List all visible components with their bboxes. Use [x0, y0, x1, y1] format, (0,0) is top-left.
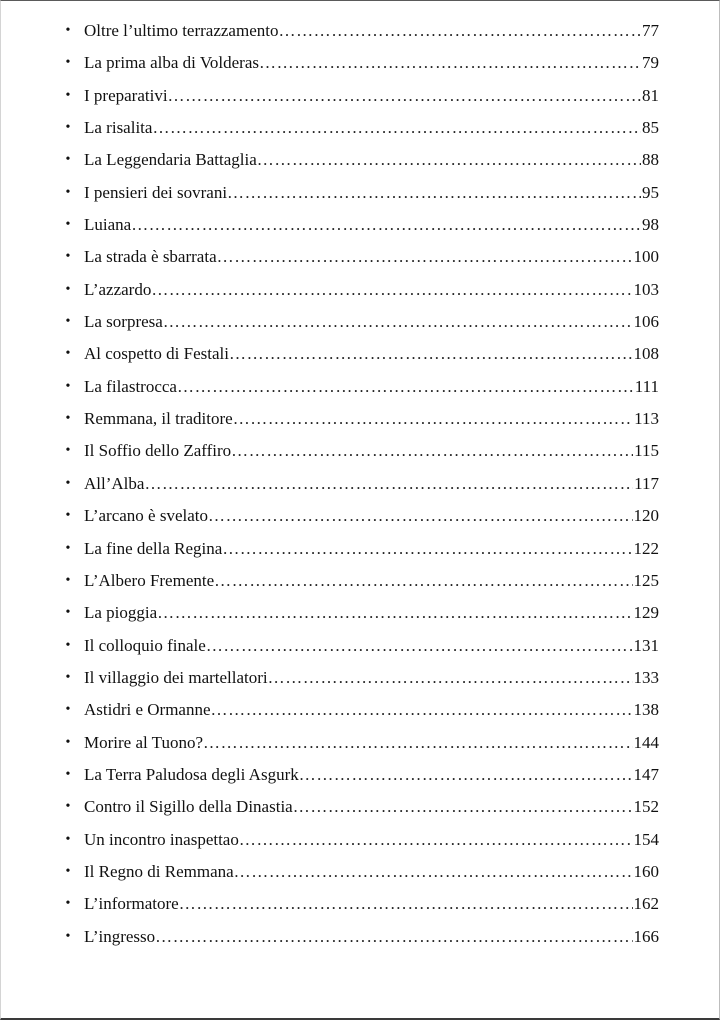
- bullet-icon: •: [65, 928, 71, 944]
- toc-entry: [63, 630, 659, 662]
- dot-leader: [151, 274, 632, 306]
- toc-entry: [63, 177, 659, 209]
- dot-leader: [203, 727, 633, 759]
- bullet-icon: •: [65, 249, 71, 265]
- toc-entry-title: Morire al Tuono?: [84, 727, 203, 759]
- bullet-icon: •: [65, 669, 71, 685]
- toc-entry-line: [84, 80, 659, 112]
- dot-leader: [278, 15, 641, 47]
- toc-entry-line: [84, 824, 659, 856]
- toc-entry-title: All’Alba: [84, 468, 144, 500]
- dot-leader: [259, 47, 641, 79]
- dot-leader: [217, 241, 633, 273]
- toc-entry-title: Il villaggio dei martellatori: [84, 662, 268, 694]
- toc-entry-page-number: 117: [634, 473, 659, 493]
- dot-leader: [257, 144, 641, 176]
- toc-entry-line: [84, 274, 659, 306]
- toc-entry-line: [84, 15, 659, 47]
- toc-entry-page-number: 106: [633, 312, 659, 332]
- toc-entry-line: [84, 338, 659, 370]
- toc-entry-line: [84, 597, 659, 629]
- bullet-icon: •: [65, 508, 71, 524]
- dot-leader: [177, 371, 634, 403]
- dot-leader: [214, 565, 632, 597]
- toc-entry: [63, 694, 659, 726]
- toc-entry-line: [84, 144, 659, 176]
- toc-entry-title: Remmana, il traditore: [84, 403, 233, 435]
- toc-entry-line: [84, 759, 659, 791]
- dot-leader: [155, 921, 632, 953]
- toc-entry-title: L’ingresso: [84, 921, 155, 953]
- bullet-icon: •: [65, 443, 71, 459]
- toc-entry: [63, 403, 659, 435]
- bullet-icon: •: [65, 184, 71, 200]
- dot-leader: [229, 338, 633, 370]
- toc-entry: [63, 727, 659, 759]
- bullet-icon: •: [65, 346, 71, 362]
- toc-entry: [63, 597, 659, 629]
- dot-leader: [206, 630, 633, 662]
- toc-entry-page-number: 166: [633, 926, 659, 946]
- toc-entry-page-number: 144: [633, 732, 659, 752]
- toc-entry-line: [84, 694, 659, 726]
- toc-entry-page-number: 115: [634, 441, 659, 461]
- bullet-icon: •: [65, 540, 71, 556]
- toc-entry-title: L’informatore: [84, 888, 179, 920]
- dot-leader: [144, 468, 633, 500]
- bullet-icon: •: [65, 831, 71, 847]
- dot-leader: [268, 662, 633, 694]
- toc-entry: [63, 306, 659, 338]
- bullet-icon: •: [65, 637, 71, 653]
- dot-leader: [131, 209, 641, 241]
- bullet-icon: •: [65, 863, 71, 879]
- toc-entry-line: [84, 856, 659, 888]
- toc-entry: [63, 921, 659, 953]
- bullet-icon: •: [65, 55, 71, 71]
- toc-entry-page-number: 81: [642, 85, 659, 105]
- bullet-icon: •: [65, 152, 71, 168]
- bullet-icon: •: [65, 572, 71, 588]
- dot-leader: [163, 306, 633, 338]
- toc-entry-line: [84, 921, 659, 953]
- toc-entry-title: I pensieri dei sovrani: [84, 177, 227, 209]
- dot-leader: [231, 435, 633, 467]
- toc-entry-title: L’azzardo: [84, 274, 151, 306]
- toc-entry-line: [84, 888, 659, 920]
- dot-leader: [222, 533, 632, 565]
- toc-entry-page-number: 108: [633, 344, 659, 364]
- toc-entry-page-number: 95: [642, 182, 659, 202]
- toc-entry-title: I preparativi: [84, 80, 168, 112]
- dot-leader: [299, 759, 633, 791]
- bullet-icon: •: [65, 766, 71, 782]
- dot-leader: [208, 500, 633, 532]
- bullet-icon: •: [65, 605, 71, 621]
- toc-entry: [63, 662, 659, 694]
- toc-entry: [63, 791, 659, 823]
- toc-entry-page-number: 113: [634, 409, 659, 429]
- toc-entry: [63, 15, 659, 47]
- table-of-contents: [63, 15, 659, 953]
- bullet-icon: •: [65, 475, 71, 491]
- toc-entry-page-number: 129: [633, 603, 659, 623]
- toc-entry-title: L’arcano è svelato: [84, 500, 208, 532]
- toc-entry-title: La fine della Regina: [84, 533, 222, 565]
- toc-entry-line: [84, 533, 659, 565]
- bullet-icon: •: [65, 799, 71, 815]
- toc-entry-line: [84, 177, 659, 209]
- toc-entry-title: La pioggia: [84, 597, 157, 629]
- toc-entry-page-number: 122: [633, 538, 659, 558]
- toc-entry-page-number: 100: [633, 247, 659, 267]
- bullet-icon: •: [65, 87, 71, 103]
- toc-entry: [63, 565, 659, 597]
- toc-entry-title: Il Regno di Remmana: [84, 856, 234, 888]
- toc-entry-page-number: 79: [642, 53, 659, 73]
- toc-entry-title: Il colloquio finale: [84, 630, 206, 662]
- bullet-icon: •: [65, 23, 71, 38]
- toc-entry: [63, 47, 659, 79]
- toc-entry: [63, 112, 659, 144]
- toc-entry-title: Contro il Sigillo della Dinastia: [84, 791, 293, 823]
- toc-entry-line: [84, 47, 659, 79]
- toc-entry: [63, 80, 659, 112]
- toc-entry-line: [84, 500, 659, 532]
- dot-leader: [157, 597, 632, 629]
- toc-entry-line: [84, 630, 659, 662]
- bullet-icon: •: [65, 281, 71, 297]
- toc-entry-line: [84, 371, 659, 403]
- toc-entry-title: Astidri e Ormanne: [84, 694, 211, 726]
- toc-entry-line: [84, 468, 659, 500]
- toc-entry: [63, 209, 659, 241]
- toc-entry-title: L’Albero Fremente: [84, 565, 214, 597]
- toc-entry-title: Al cospetto di Festali: [84, 338, 229, 370]
- dot-leader: [152, 112, 641, 144]
- toc-entry-page-number: 98: [642, 215, 659, 235]
- toc-entry-title: La Terra Paludosa degli Asgurk: [84, 759, 299, 791]
- toc-entry-title: La prima alba di Volderas: [84, 47, 259, 79]
- bullet-icon: •: [65, 217, 71, 233]
- toc-entry-page-number: 125: [633, 570, 659, 590]
- toc-entry-page-number: 162: [633, 894, 659, 914]
- toc-entry-page-number: 120: [633, 506, 659, 526]
- toc-entry-line: [84, 209, 659, 241]
- toc-entry: [63, 274, 659, 306]
- toc-entry-line: [84, 306, 659, 338]
- toc-entry-line: [84, 662, 659, 694]
- toc-entry-line: [84, 112, 659, 144]
- dot-leader: [211, 694, 633, 726]
- bullet-icon: •: [65, 120, 71, 136]
- bullet-icon: •: [65, 411, 71, 427]
- toc-entry-page-number: 77: [642, 21, 659, 40]
- toc-entry: [63, 468, 659, 500]
- toc-entry-page-number: 111: [634, 376, 659, 396]
- toc-entry-line: [84, 565, 659, 597]
- dot-leader: [179, 888, 633, 920]
- bullet-icon: •: [65, 702, 71, 718]
- toc-entry-line: [84, 727, 659, 759]
- toc-entry-page-number: 160: [633, 861, 659, 881]
- toc-entry-page-number: 85: [642, 118, 659, 138]
- toc-entry: [63, 500, 659, 532]
- toc-entry: [63, 824, 659, 856]
- dot-leader: [168, 80, 641, 112]
- bullet-icon: •: [65, 314, 71, 330]
- bullet-icon: •: [65, 896, 71, 912]
- toc-entry-page-number: 131: [633, 635, 659, 655]
- dot-leader: [227, 177, 641, 209]
- toc-entry-page-number: 88: [642, 150, 659, 170]
- toc-entry: [63, 856, 659, 888]
- toc-entry-title: Il Soffio dello Zaffiro: [84, 435, 231, 467]
- toc-entry-page-number: 138: [633, 700, 659, 720]
- toc-entry-title: La filastrocca: [84, 371, 177, 403]
- dot-leader: [233, 403, 633, 435]
- toc-entry-title: La Leggendaria Battaglia: [84, 144, 257, 176]
- toc-entry-title: Oltre l’ultimo terrazzamento: [84, 15, 278, 47]
- toc-entry-page-number: 154: [633, 829, 659, 849]
- toc-entry-page-number: 147: [633, 764, 659, 784]
- toc-entry: [63, 338, 659, 370]
- toc-entry-page-number: 152: [633, 797, 659, 817]
- toc-entry: [63, 759, 659, 791]
- toc-entry: [63, 241, 659, 273]
- toc-entry-line: [84, 791, 659, 823]
- toc-entry-title: Luiana: [84, 209, 131, 241]
- toc-entry-title: La risalita: [84, 112, 152, 144]
- bullet-icon: •: [65, 378, 71, 394]
- dot-leader: [239, 824, 633, 856]
- toc-entry: [63, 888, 659, 920]
- toc-entry: [63, 533, 659, 565]
- toc-entry-title: La strada è sbarrata: [84, 241, 217, 273]
- toc-entry-page-number: 133: [633, 667, 659, 687]
- toc-entry-page-number: 103: [633, 279, 659, 299]
- dot-leader: [293, 791, 633, 823]
- toc-entry-line: [84, 435, 659, 467]
- toc-entry-line: [84, 241, 659, 273]
- toc-entry-title: Un incontro inaspettao: [84, 824, 239, 856]
- toc-entry-title: La sorpresa: [84, 306, 163, 338]
- toc-entry: [63, 435, 659, 467]
- dot-leader: [234, 856, 633, 888]
- toc-entry: [63, 371, 659, 403]
- toc-entry: [63, 144, 659, 176]
- bullet-icon: •: [65, 734, 71, 750]
- toc-entry-line: [84, 403, 659, 435]
